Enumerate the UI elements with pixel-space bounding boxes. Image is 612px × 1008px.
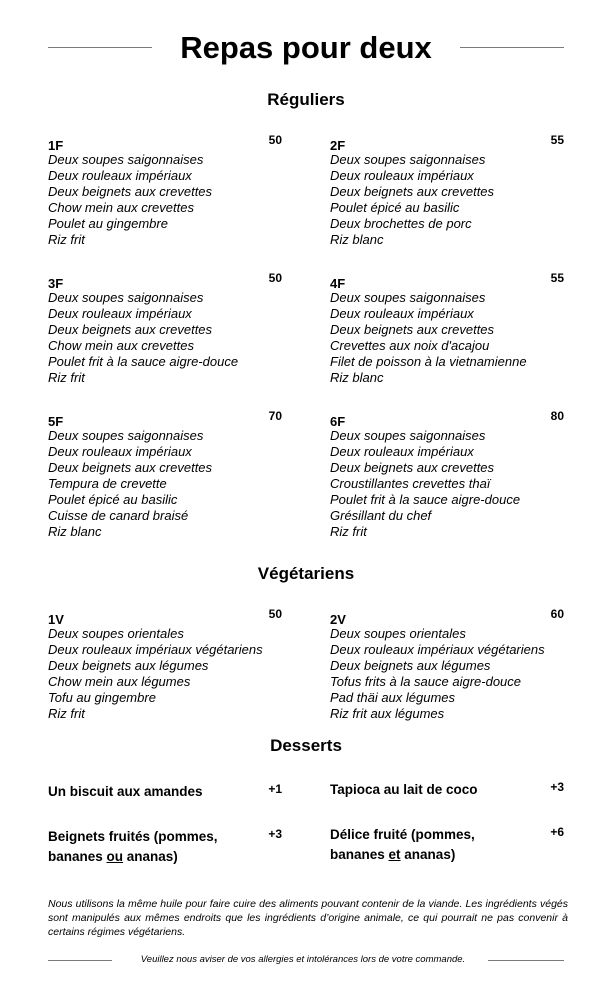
dessert-name-line2-post: ananas) <box>400 847 456 862</box>
dessert-price: +1 <box>268 782 282 796</box>
meal-item: Deux beignets aux crevettes <box>330 460 495 475</box>
meal-item: Deux rouleaux impériaux <box>48 168 192 183</box>
meal-item: Riz blanc <box>330 232 384 247</box>
dessert-name-line2-pre: bananes <box>48 849 107 864</box>
meal-item: Deux rouleaux impériaux végétariens <box>330 642 545 657</box>
meal-code: 2V <box>330 612 346 627</box>
meal-item: Deux rouleaux impériaux <box>330 168 474 183</box>
meal-item: Poulet épicé au basilic <box>48 492 178 507</box>
meal-item: Deux rouleaux impériaux <box>330 444 474 459</box>
section-title-vegetarian: Végétariens <box>257 564 355 583</box>
dessert-name-line1: Beignets fruités (pommes, <box>48 829 218 844</box>
meal-item: Deux beignets aux crevettes <box>48 184 213 199</box>
footer-row <box>48 953 564 967</box>
dessert-tapioca <box>330 780 564 800</box>
meal-price: 80 <box>550 409 564 423</box>
meal-item: Riz frit aux légumes <box>330 706 445 721</box>
meal-code: 5F <box>48 414 64 429</box>
meal-code: 2F <box>330 138 346 153</box>
meal-item: Poulet frit à la sauce aigre-douce <box>330 492 521 507</box>
meal-price: 50 <box>268 607 282 621</box>
meal-item: Crevettes aux noix d'acajou <box>330 338 490 353</box>
meal-item: Riz blanc <box>48 524 102 539</box>
meal-price: 50 <box>268 133 282 147</box>
meal-item: Chow mein aux crevettes <box>48 200 194 215</box>
meal-code: 6F <box>330 414 346 429</box>
dessert-fruit-delight <box>330 825 564 865</box>
meal-item: Riz frit <box>48 370 85 385</box>
meal-item: Deux beignets aux crevettes <box>48 322 213 337</box>
meal-code: 4F <box>330 276 346 291</box>
meal-price: 70 <box>268 409 282 423</box>
dessert-name: Tapioca au lait de coco <box>330 782 478 797</box>
meal-item: Deux beignets aux légumes <box>330 658 491 673</box>
meal-item: Poulet frit à la sauce aigre-douce <box>48 354 239 369</box>
meal-item: Deux beignets aux crevettes <box>330 184 495 199</box>
section-title-desserts: Desserts <box>270 736 342 755</box>
meal-5f <box>48 409 282 540</box>
meal-item: Deux rouleaux impériaux <box>48 306 192 321</box>
title-row <box>48 28 564 68</box>
meal-item: Croustillantes crevettes thaï <box>330 476 491 491</box>
meal-item: Deux soupes orientales <box>330 626 466 641</box>
meal-4f <box>330 271 564 386</box>
meal-item: Cuisse de canard braisé <box>48 508 189 523</box>
dessert-name-line2-pre: bananes <box>330 847 389 862</box>
meal-item: Pad thäi aux légumes <box>330 690 456 705</box>
meal-6f <box>330 409 564 540</box>
meal-item: Deux rouleaux impériaux <box>48 444 192 459</box>
meal-item: Deux beignets aux crevettes <box>48 460 213 475</box>
meal-item: Tofu au gingembre <box>48 690 156 705</box>
dessert-name-line1: Délice fruité (pommes, <box>330 827 475 842</box>
title-divider-right <box>460 47 564 48</box>
dessert-name-emphasis: et <box>388 847 401 862</box>
meal-item: Deux soupes saigonnaises <box>48 428 204 443</box>
meal-price: 60 <box>550 607 564 621</box>
dietary-note: Nous utilisons la même huile pour faire cuire des aliments pouvant contenir de la viande. Les ingrédients végés sont manipulés aux mêmes endroits que les ingrédients d’origine animale, ce qui pourrait ne pas convenir à certains régimes végétariens. <box>48 898 568 938</box>
dessert-price: +3 <box>550 780 564 794</box>
meal-2v <box>330 607 564 722</box>
page-title: Repas pour deux <box>180 30 432 65</box>
section-title-regular: Réguliers <box>267 90 345 109</box>
meal-item: Chow mein aux légumes <box>48 674 191 689</box>
dessert-name <box>48 827 248 867</box>
footer-divider-right <box>488 960 564 961</box>
meal-item: Poulet au gingembre <box>48 216 168 231</box>
footer-divider-left <box>48 960 112 961</box>
dessert-price: +3 <box>268 827 282 841</box>
meal-item: Filet de poisson à la vietnamienne <box>330 354 527 369</box>
meal-code: 3F <box>48 276 64 291</box>
dessert-name-line2-post: ananas) <box>123 849 178 864</box>
meal-item: Deux soupes saigonnaises <box>48 152 204 167</box>
meal-item: Poulet épicé au basilic <box>330 200 460 215</box>
dessert-almond-cookie <box>48 782 282 802</box>
meal-1v <box>48 607 282 722</box>
meal-item: Deux soupes saigonnaises <box>330 428 486 443</box>
meal-3f <box>48 271 282 386</box>
meal-item: Deux soupes saigonnaises <box>330 152 486 167</box>
meal-item: Riz frit <box>48 232 85 247</box>
dessert-name <box>330 825 530 865</box>
meal-1f <box>48 133 282 248</box>
meal-2f <box>330 133 564 248</box>
meal-price: 55 <box>550 271 564 285</box>
meal-item: Deux rouleaux impériaux végétariens <box>48 642 263 657</box>
dessert-price: +6 <box>550 825 564 839</box>
allergy-notice: Veuillez nous aviser de vos allergies et intolérances lors de votre commande. <box>140 954 466 965</box>
meal-item: Deux beignets aux crevettes <box>330 322 495 337</box>
dessert-fruit-fritters <box>48 827 282 867</box>
meal-item: Tofus frits à la sauce aigre-douce <box>330 674 522 689</box>
meal-item: Riz frit <box>48 706 85 721</box>
meal-item: Deux beignets aux légumes <box>48 658 209 673</box>
meal-item: Riz blanc <box>330 370 384 385</box>
meal-item: Deux soupes saigonnaises <box>330 290 486 305</box>
meal-price: 50 <box>268 271 282 285</box>
meal-code: 1V <box>48 612 64 627</box>
meal-code: 1F <box>48 138 64 153</box>
meal-price: 55 <box>550 133 564 147</box>
meal-item: Riz frit <box>330 524 367 539</box>
meal-item: Deux soupes saigonnaises <box>48 290 204 305</box>
meal-item: Grésillant du chef <box>330 508 432 523</box>
meal-item: Deux soupes orientales <box>48 626 184 641</box>
meal-item: Chow mein aux crevettes <box>48 338 194 353</box>
meal-item: Deux rouleaux impériaux <box>330 306 474 321</box>
dessert-name-emphasis: ou <box>106 849 124 864</box>
meal-item: Tempura de crevette <box>48 476 167 491</box>
meal-item: Deux brochettes de porc <box>330 216 472 231</box>
dessert-name: Un biscuit aux amandes <box>48 784 203 799</box>
